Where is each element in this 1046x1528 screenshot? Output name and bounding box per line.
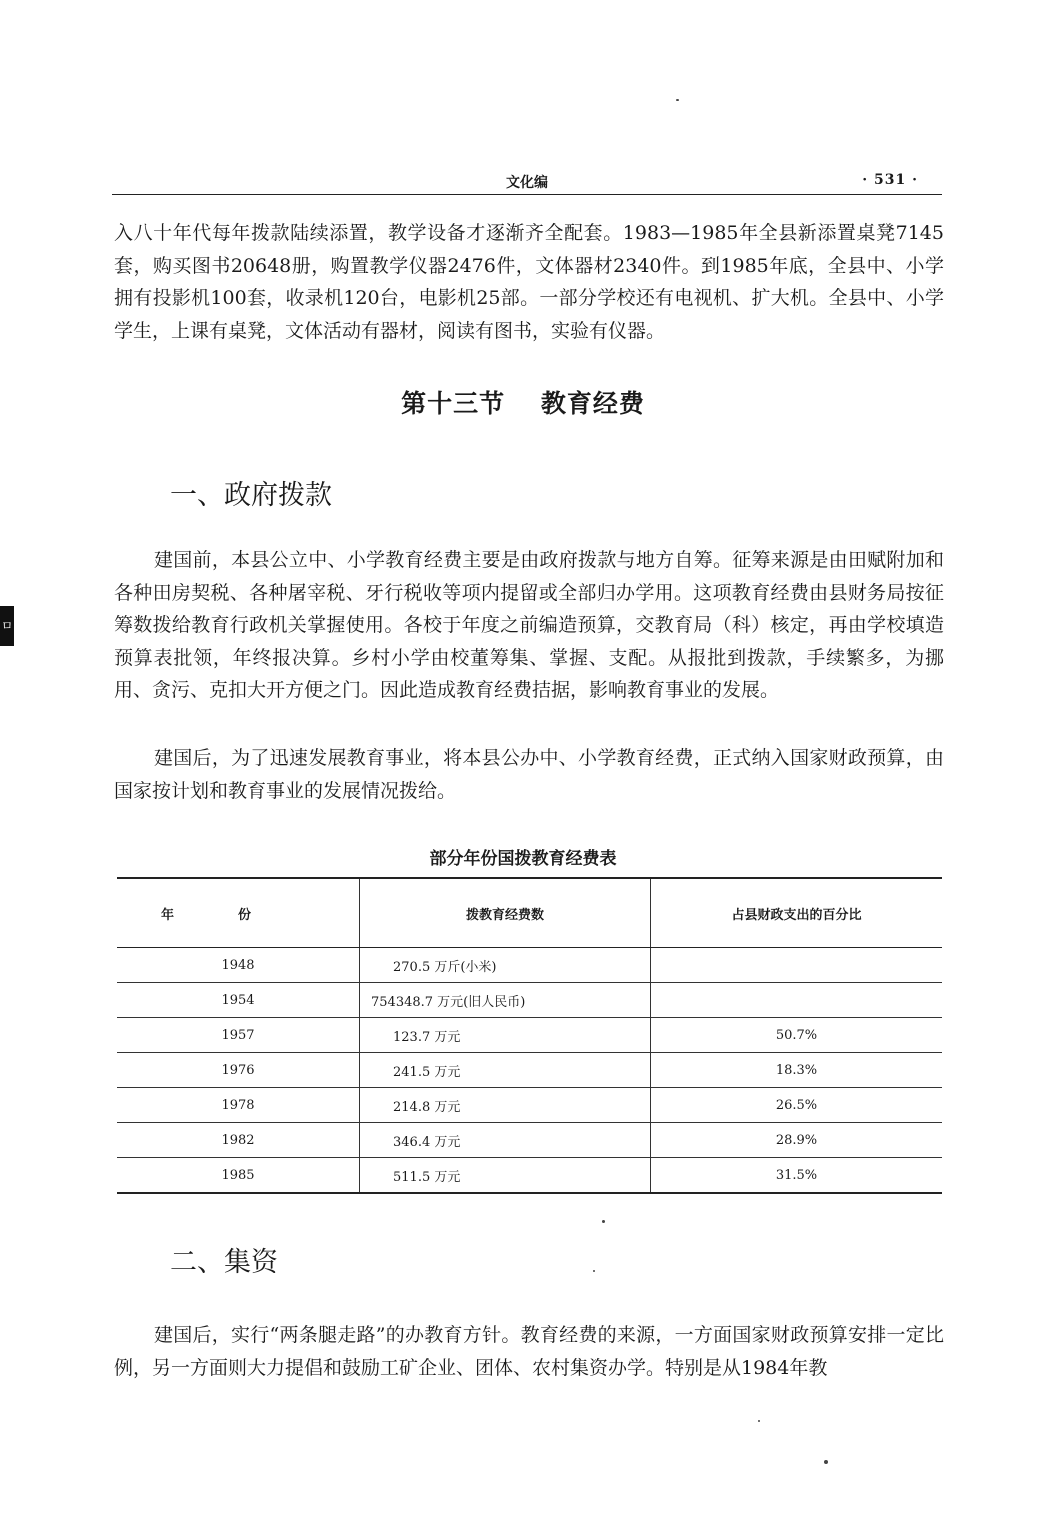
- cell-percent: 28.9%: [651, 1123, 943, 1158]
- cell-amount: 511.5 万元: [393, 1169, 461, 1185]
- table-title: 部分年份国拨教育经费表: [429, 849, 617, 869]
- table-row: [117, 1123, 942, 1158]
- cell-percent: 50.7%: [651, 1018, 943, 1053]
- scan-speck: [676, 99, 679, 101]
- cell-amount: 270.5 万斤(小米): [393, 959, 497, 975]
- cell-year: 1957: [117, 1018, 360, 1053]
- cell-percent: [651, 983, 943, 1018]
- cell-year: 1982: [117, 1123, 360, 1158]
- cell-amount: 241.5 万元: [393, 1064, 461, 1080]
- scan-speck: [758, 1420, 760, 1422]
- table-row: [117, 1158, 942, 1194]
- header-year: 年份: [117, 878, 360, 948]
- cell-percent: 18.3%: [651, 1053, 943, 1088]
- running-header: [112, 170, 942, 195]
- cell-amount: 123.7 万元: [393, 1029, 461, 1045]
- table-row: [117, 1053, 942, 1088]
- header-title: 文化编: [506, 175, 548, 191]
- subsection-title-gov: 一、政府拨款: [170, 480, 332, 511]
- cell-year: 1985: [117, 1158, 360, 1194]
- cell-year: 1976: [117, 1053, 360, 1088]
- cell-year: 1954: [117, 983, 360, 1018]
- cell-amount: 754348.7 万元(旧人民币): [371, 994, 526, 1010]
- intro-paragraph: 入八十年代每年拨款陆续添置，教学设备才逐渐齐全配套。1983—1985年全县新添置桌凳7145套，购买图书20648册，购置教学仪器2476件，文体器材2340件。到1985年底，全县中、小学拥有投影机100套，收录机120台，电影机25部。一部分学校还有电视机、扩大机。全县中、小学学生，上课有桌凳，文体活动有器材，阅读有图书，实验有仪器。: [114, 222, 944, 342]
- gov-paragraph-1: 建国前，本县公立中、小学教育经费主要是由政府拨款与地方自筹。征筹来源是由田赋附加和各种田房契税、各种屠宰税、牙行税收等项内提留或全部归办学用。这项教育经费由县财务局按征筹数拨给教育行政机关掌握使用。各校于年度之前编造预算，交教育局（科）核定，再由学校填造预算表批领，年终报决算。乡村小学由校董筹集、掌握、支配。从报批到拨款，手续繁多，为挪用、贪污、克扣大开方便之门。因此造成教育经费拮据，影响教育事业的发展。: [114, 549, 944, 701]
- table-row: [117, 948, 942, 983]
- scan-speck: [602, 1220, 605, 1223]
- cell-percent: 31.5%: [651, 1158, 943, 1194]
- scan-speck: [824, 1460, 828, 1464]
- cell-amount: 214.8 万元: [393, 1099, 461, 1115]
- table-header-row: [117, 878, 942, 948]
- page-edge-tab: ㅁ: [0, 606, 14, 646]
- page-number: · 531 ·: [862, 172, 918, 188]
- funding-table: [117, 877, 942, 1194]
- table-row: [117, 1088, 942, 1123]
- cell-percent: 26.5%: [651, 1088, 943, 1123]
- table-row: [117, 983, 942, 1018]
- cell-year: 1978: [117, 1088, 360, 1123]
- subsection-title-fund: 二、集资: [170, 1247, 278, 1278]
- section-title: 第十三节 教育经费: [401, 389, 645, 418]
- table-row: [117, 1018, 942, 1053]
- scan-speck: [593, 1270, 595, 1272]
- cell-year: 1948: [117, 948, 360, 983]
- fund-paragraph-1: 建国后，实行“两条腿走路”的办教育方针。教育经费的来源，一方面国家财政预算安排一定比例，另一方面则大力提倡和鼓励工矿企业、团体、农村集资办学。特别是从1984年教: [114, 1324, 944, 1379]
- cell-amount: 346.4 万元: [393, 1134, 461, 1150]
- gov-paragraph-2: 建国后，为了迅速发展教育事业，将本县公办中、小学教育经费，正式纳入国家财政预算，由国家按计划和教育事业的发展情况拨给。: [114, 747, 944, 802]
- header-amount: 拨教育经费数: [360, 878, 651, 948]
- header-percent: 占县财政支出的百分比: [651, 878, 943, 948]
- cell-percent: [651, 948, 943, 983]
